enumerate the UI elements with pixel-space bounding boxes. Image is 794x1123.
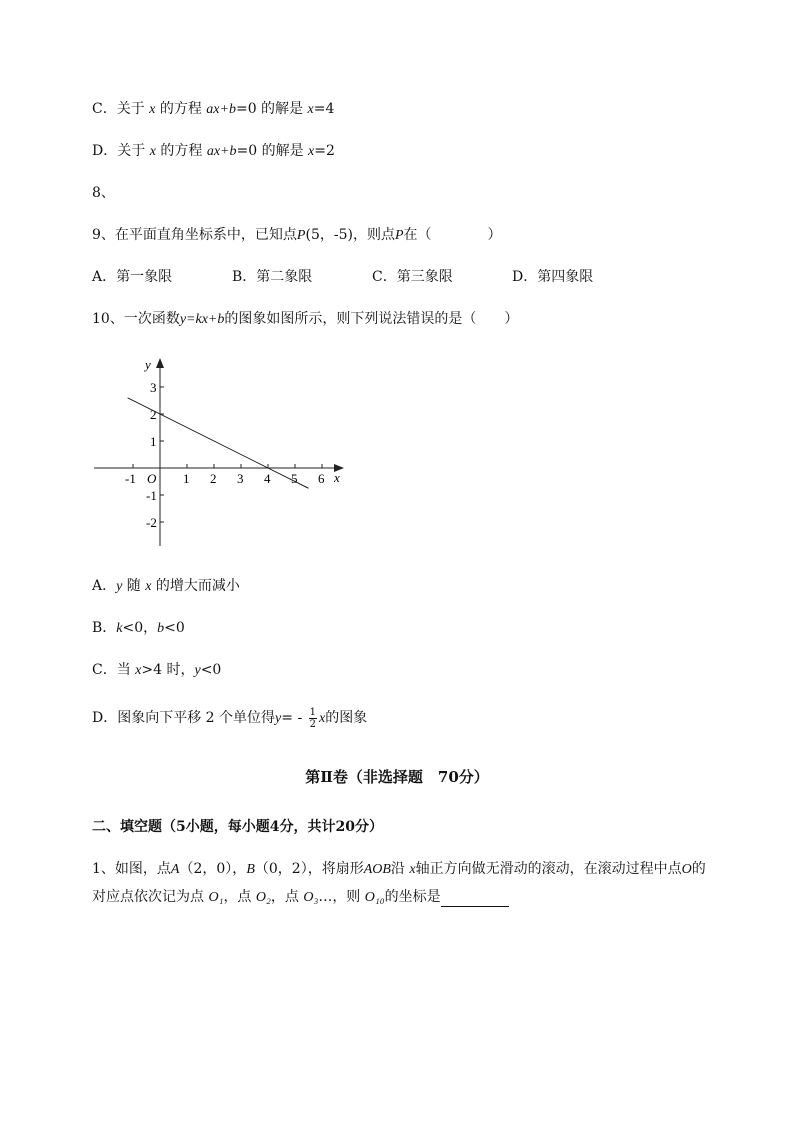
q7-d-text2: =0 的解是: [236, 143, 304, 159]
graph-y-axis-label: y: [145, 357, 151, 372]
q9-option-b: B．第二象限: [232, 269, 313, 285]
q10-d-text: = -: [281, 710, 303, 726]
graph-y-arrow: [156, 358, 164, 368]
q10-c-prefix: C．当: [92, 662, 131, 678]
q9-option-d: D．第四象限: [512, 269, 594, 285]
x-tick-label: 3: [237, 471, 244, 486]
q10-d-fraction: [309, 707, 317, 730]
q7-option-d: [92, 142, 335, 161]
q9-stem-text: 9、在平面直角坐标系中，已知点: [92, 227, 297, 243]
x-tick-label: 4: [264, 471, 271, 486]
q10-d-tail: 的图象: [325, 710, 368, 726]
q7-c-text2: =0 的解是: [235, 101, 304, 117]
fill1-point-o10: O₁₀: [364, 890, 385, 905]
y-tick-label: -2: [146, 515, 157, 530]
q7-d-answer: =2: [314, 143, 335, 159]
x-tick-label: 2: [210, 471, 217, 486]
fill1-sector-aob: AOB: [363, 862, 391, 877]
q10-stem-text: 10、一次函数: [92, 311, 180, 327]
y-tick-label: 1: [150, 434, 157, 449]
y-tick-label: 3: [150, 380, 157, 395]
fill1-line1: [92, 860, 706, 879]
q9-option-c: C．第三象限: [372, 269, 453, 285]
q10-c-tail: <0: [200, 662, 222, 678]
q9-stem-tail: 在（ ）: [403, 227, 502, 243]
q9-stem: [92, 226, 502, 245]
fill1-point-b: B: [246, 862, 255, 877]
q10-option-a: [92, 577, 240, 596]
q10-option-d: [92, 706, 367, 731]
x-tick-label: 1: [183, 471, 190, 486]
fill1-text-c: 轴正方向做无滑动的滚动，在滚动过程中点: [415, 861, 682, 877]
q10-d-var-x: x: [319, 711, 326, 726]
q10-function: y=kx+b: [179, 312, 225, 327]
q10-d-var-y: y: [275, 711, 282, 726]
fill1-point-a: A: [170, 862, 180, 877]
fill1-point-o: O: [681, 862, 692, 877]
q9-options: [92, 268, 593, 286]
q8-label: 8、: [92, 185, 115, 201]
q7-c-var-x: x: [149, 102, 156, 117]
fill1-point-o1: O₁: [208, 890, 224, 905]
x-tick-label: 5: [291, 471, 298, 486]
q10-b-var-b: b: [157, 621, 165, 636]
q7-d-var-x: x: [149, 144, 156, 159]
graph-origin-label: O: [147, 471, 157, 486]
q9-option-a: A．第一象限: [92, 269, 173, 285]
fill1-var-x: x: [409, 862, 416, 877]
q7-d-var-x2: x: [308, 144, 315, 159]
q10-option-b: [92, 619, 185, 638]
q10-d-prefix: D．图象向下平移 2 个单位得: [92, 710, 276, 726]
fill1-text-f: ，点: [223, 889, 252, 905]
q10-a-var-y: y: [116, 579, 123, 594]
fill1-line2: [92, 888, 509, 907]
q10-b-var-k: k: [116, 621, 123, 636]
section2-title: 二、填空题（5小题，每小题4分，共计20分）: [92, 819, 383, 835]
q10-a-text: 随: [126, 578, 141, 594]
q10-b-prefix: B．: [92, 620, 117, 636]
fill1-text-i: 的坐标是: [384, 889, 441, 905]
fill1-b-coords: （0，2），将扇形: [254, 861, 364, 877]
q7-c-text: 的方程: [159, 101, 202, 117]
fill1-text-b: 沿: [390, 861, 405, 877]
q10-b-tail: <0: [164, 620, 185, 636]
fill1-text-g: ，点: [270, 889, 299, 905]
q7-c-expression: ax+b: [206, 102, 236, 117]
fill1-answer-blank[interactable]: [441, 892, 509, 907]
graph-y-ticks: [146, 380, 164, 530]
q10-c-var-x: x: [135, 663, 142, 678]
q10-a-var-x: x: [145, 579, 152, 594]
fill1-text-d: 的: [691, 861, 706, 877]
x-tick-label: 6: [318, 471, 325, 486]
q10-a-prefix: A．: [92, 578, 117, 594]
y-tick-label: -1: [146, 488, 157, 503]
q10-d-frac-num: 1: [309, 706, 317, 718]
q7-d-text: 的方程: [160, 143, 203, 159]
graph-x-axis-label: x: [334, 470, 340, 485]
q9-point-p2: P: [394, 228, 404, 243]
q9-coords: (5，-5)，则点: [305, 227, 395, 243]
q10-c-var-y: y: [194, 663, 201, 678]
fill1-text-a: 1、如图，点: [92, 861, 171, 877]
q7-option-c: [92, 100, 334, 119]
q10-option-c: [92, 661, 221, 680]
fill1-text-h: …，则: [318, 889, 361, 905]
q7-d-expression: ax+b: [206, 144, 237, 159]
q10-b-text: <0，: [122, 620, 158, 636]
y-tick-label: 2: [150, 407, 157, 422]
x-tick-label: -1: [125, 471, 136, 486]
fill1-point-o2: O₂: [255, 890, 271, 905]
q10-a-tail: 的增大而减小: [155, 578, 240, 594]
fill1-a-coords: （2，0），: [179, 861, 247, 877]
q10-d-frac-den: 2: [309, 718, 317, 730]
q10-stem: [92, 310, 518, 329]
q7-c-answer: =4: [313, 101, 335, 117]
part2-title: 第Ⅱ卷（非选择题 70分）: [305, 768, 489, 786]
q10-stem-tail: 的图象如图所示，则下列说法错误的是（ ）: [224, 311, 519, 327]
fill1-point-o3: O₃: [303, 890, 319, 905]
fill1-text-e: 对应点依次记为点: [92, 889, 204, 905]
q10-c-text: >4 时，: [141, 662, 195, 678]
q7-c-prefix: C．关于: [92, 101, 145, 117]
q9-point-p: P: [296, 228, 306, 243]
q7-d-prefix: D．关于: [92, 143, 146, 159]
q7-c-var-x2: x: [307, 102, 314, 117]
q10-graph: [92, 352, 352, 552]
